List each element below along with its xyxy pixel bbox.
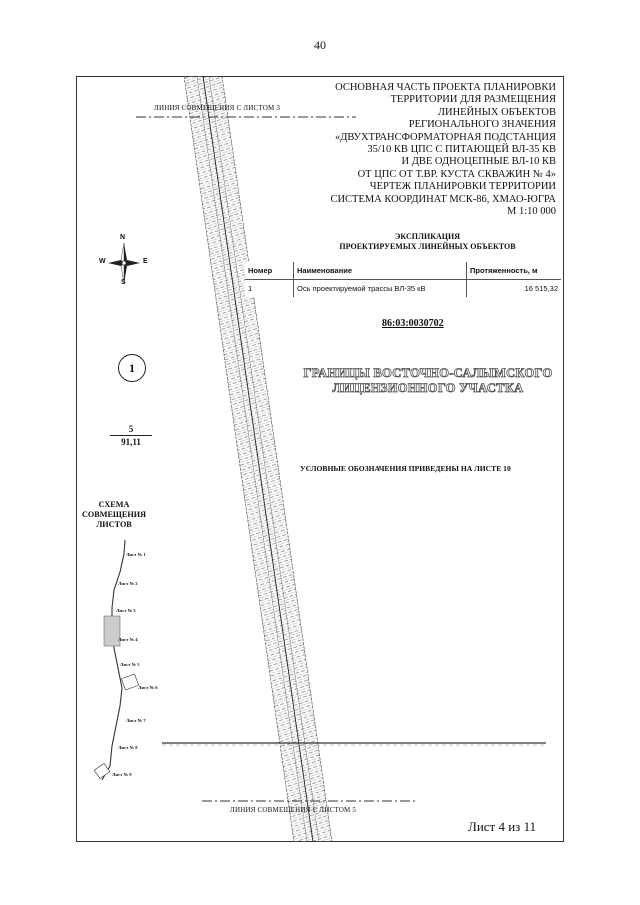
- explication-title-line1: ЭКСПЛИКАЦИЯ: [394, 232, 460, 241]
- cell-name: Ось проектируемой трассы ВЛ-35 кВ: [294, 280, 467, 298]
- title-line: ОСНОВНАЯ ЧАСТЬ ПРОЕКТА ПЛАНИРОВКИ: [335, 82, 556, 93]
- title-line: ЛИНЕЙНЫХ ОБЪЕКТОВ: [437, 106, 556, 118]
- explication-table: [245, 262, 561, 297]
- scheme-title-line2: СОВМЕЩЕНИЯ: [81, 510, 147, 519]
- col-header-name: Наименование: [294, 262, 467, 280]
- table-row: [245, 280, 561, 298]
- page-number: 40: [314, 38, 326, 52]
- title-line: 35/10 КВ ЦПС С ПИТАЮЩЕЙ ВЛ-35 КВ: [367, 144, 556, 156]
- explication-title: [300, 232, 555, 252]
- title-line: ОТ ЦПС ОТ Т.ВР. КУСТА СКВАЖИН № 4»: [357, 168, 556, 180]
- col-header-length: Протяженность, м: [467, 262, 562, 280]
- scheme-sheet-label: Лист № 4: [118, 637, 138, 642]
- sheet-counter: Лист 4 из 11: [468, 819, 537, 834]
- scheme-title-line1: СХЕМА: [98, 500, 130, 509]
- match-line-bottom-label: ЛИНИЯ СОВМЕЩЕНИЯ С ЛИСТОМ 5: [230, 806, 357, 814]
- scheme-sheet-label: Лист № 7: [126, 718, 146, 723]
- route-marker-circle: 1: [118, 354, 146, 382]
- match-line-top-label: ЛИНИЯ СОВМЕЩЕНИЯ С ЛИСТОМ 3: [154, 104, 281, 112]
- compass-east-label: E: [143, 258, 148, 265]
- scheme-sheet-label: Лист № 5: [120, 662, 140, 667]
- scheme-sheet-label: Лист № 9: [112, 772, 132, 777]
- scheme-title: [72, 500, 156, 530]
- table-header-row: [245, 262, 561, 280]
- scheme-sheet-label: Лист № 1: [126, 552, 146, 557]
- cell-number: 1: [248, 284, 253, 293]
- cell-length: 16 515,32: [467, 280, 562, 298]
- corridor-edge-left: [184, 76, 294, 842]
- title-line: ТЕРРИТОРИИ ДЛЯ РАЗМЕЩЕНИЯ: [390, 94, 556, 106]
- boundary-label: [292, 366, 564, 396]
- pole-fraction: [110, 424, 152, 447]
- col-header-number: Номер: [245, 262, 294, 280]
- scheme-sheet-label: Лист № 6: [138, 685, 158, 690]
- title-line: РЕГИОНАЛЬНОГО ЗНАЧЕНИЯ: [408, 119, 556, 131]
- title-line: «ДВУХТРАНСФОРМАТОРНАЯ ПОДСТАНЦИЯ: [334, 131, 556, 143]
- compass-north-label: N: [120, 234, 126, 241]
- scheme-title-line3: ЛИСТОВ: [96, 520, 132, 529]
- boundary-label-line1: ГРАНИЦЫ ВОСТОЧНО-САЛЫМСКОГО: [303, 366, 553, 380]
- sheet-scheme: [94, 540, 138, 780]
- title-line: М 1:10 000: [506, 206, 556, 218]
- boundary-label-line2: ЛИЦЕНЗИОННОГО УЧАСТКА: [332, 381, 524, 395]
- cadastral-number: 86:03:0030702: [382, 318, 444, 329]
- legend-note: УСЛОВНЫЕ ОБОЗНАЧЕНИЯ ПРИВЕДЕНЫ НА ЛИСТЕ 10: [300, 464, 511, 473]
- scheme-sheet-label: Лист № 8: [118, 745, 138, 750]
- scheme-sheet-label: Лист № 3: [116, 608, 136, 613]
- fraction-denominator: 91,11: [121, 437, 141, 447]
- compass-rose: [108, 243, 140, 283]
- title-line: ЧЕРТЕЖ ПЛАНИРОВКИ ТЕРРИТОРИИ: [369, 181, 556, 193]
- scheme-sheet-label: Лист № 2: [118, 581, 138, 586]
- compass-west-label: W: [99, 258, 106, 265]
- explication-title-line2: ПРОЕКТИРУЕМЫХ ЛИНЕЙНЫХ ОБЪЕКТОВ: [339, 242, 516, 251]
- title-line: И ДВЕ ОДНОЦЕПНЫЕ ВЛ-10 КВ: [401, 156, 556, 168]
- title-line: СИСТЕМА КООРДИНАТ МСК-86, ХМАО-ЮГРА: [330, 193, 556, 205]
- fraction-numerator: 5: [110, 424, 152, 436]
- title-block: [290, 82, 556, 218]
- compass-south-label: S: [121, 279, 126, 286]
